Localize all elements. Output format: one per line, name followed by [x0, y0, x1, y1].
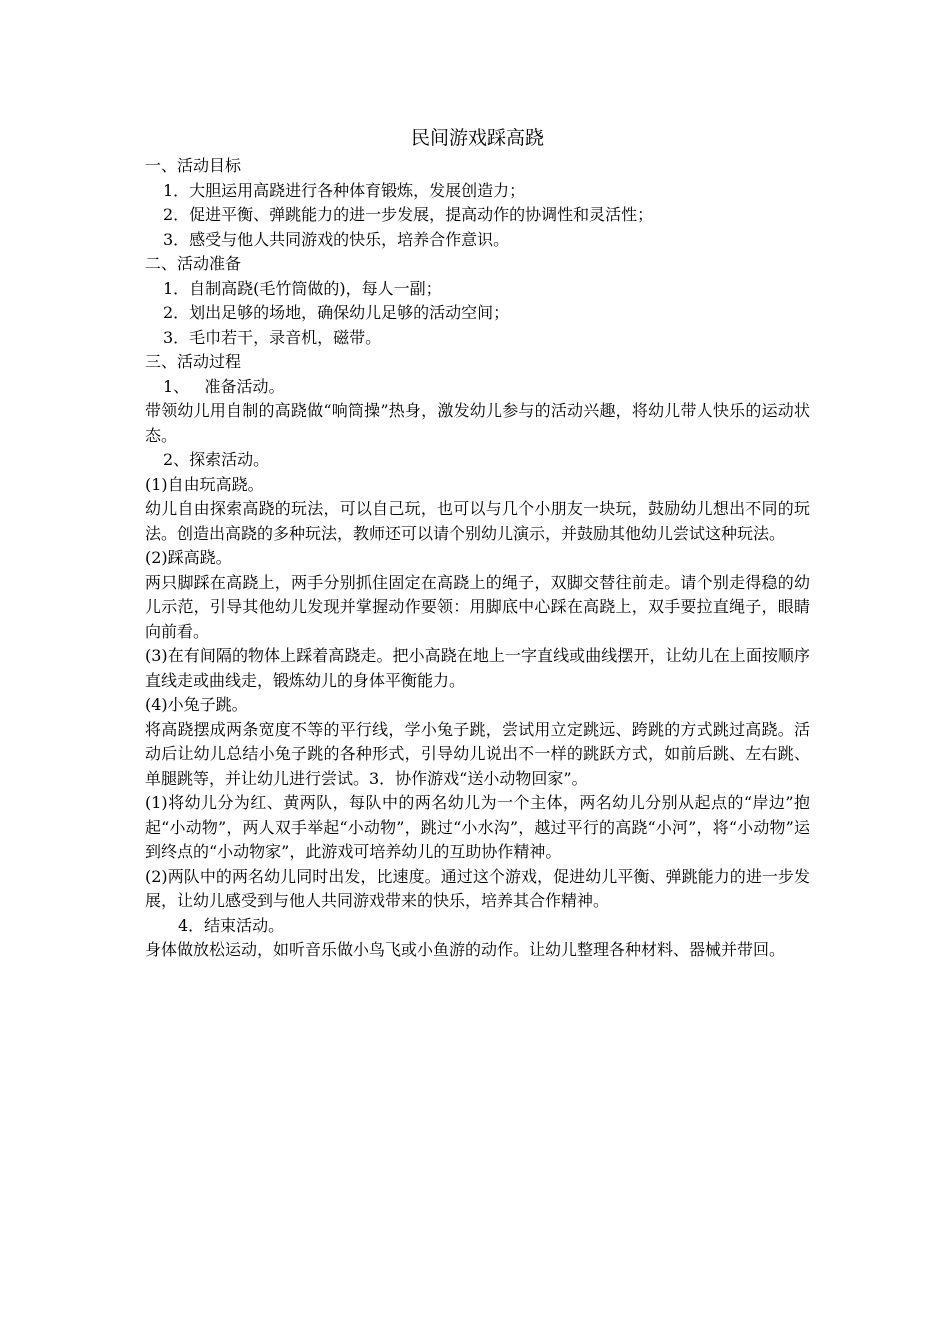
- paragraph-line: 幼儿自由探索高跷的玩法，可以自己玩，也可以与几个小朋友一块玩，鼓励幼儿想出不同的玩法。创造出高跷的多种玩法，教师还可以请个别幼儿演示，并鼓励其他幼儿尝试这种玩法。: [145, 499, 810, 543]
- paragraph-line: 1．大胆运用高跷进行各种体育锻炼，发展创造力；: [163, 180, 526, 200]
- paragraph-line: (1)将幼儿分为红、黄两队，每队中的两名幼儿为一个主体，两名幼儿分别从起点的“岸边”抱起“小动物”，两人双手举起“小动物”，跳过“小水沟”，越过平行的高跷“小河”，将“小动物”运到终点的“小动物家”，此游戏可培养幼儿的互助协作精神。: [145, 793, 810, 861]
- paragraph-line: 三、活动过程: [145, 352, 242, 371]
- paragraph-line: 1、 准备活动。: [163, 376, 285, 396]
- paragraph-line: (4)小兔子跳。: [145, 695, 248, 714]
- paragraph-line: 二、活动准备: [145, 254, 242, 273]
- paragraph-line: (2)两队中的两名幼儿同时出发，比速度。通过这个游戏，促进幼儿平衡、弹跳能力的进一步发展，让幼儿感受到与他人共同游戏带来的快乐，培养其合作精神。: [145, 866, 810, 910]
- document-body: [145, 154, 810, 963]
- paragraph-line: (2)踩高跷。: [145, 548, 232, 567]
- paragraph-line: 2．促进平衡、弹跳能力的进一步发展，提高动作的协调性和灵活性；: [163, 205, 654, 224]
- paragraph-line: 4．结束活动。: [178, 915, 285, 935]
- paragraph-line: 3．毛巾若干，录音机，磁带。: [163, 327, 382, 347]
- paragraph-line: 带领幼儿用自制的高跷做“响筒操”热身，激发幼儿参与的活动兴趣，将幼儿带人快乐的运动状态。: [145, 401, 810, 445]
- paragraph-line: 将高跷摆成两条宽度不等的平行线，学小兔子跳，尝试用立定跳远、跨跳的方式跳过高跷。活动后让幼儿总结小兔子跳的各种形式，引导幼儿说出不一样的跳跃方式，如前后跳、左右跳、单腿跳等，并让幼儿进行尝试。3．协作游戏“送小动物回家”。: [145, 719, 810, 788]
- document-page: [145, 124, 810, 963]
- document-title: 民间游戏踩高跷: [410, 127, 544, 149]
- paragraph-line: 2．划出足够的场地，确保幼儿足够的活动空间；: [163, 303, 510, 322]
- paragraph-line: 两只脚踩在高跷上，两手分别抓住固定在高跷上的绳子，双脚交替往前走。请个别走得稳的幼儿示范，引导其他幼儿发现并掌握动作要领：用脚底中心踩在高跷上，双手要拉直绳子，眼睛向前看。: [145, 572, 810, 641]
- paragraph-line: (1)自由玩高跷。: [145, 474, 264, 494]
- paragraph-line: 一、活动目标: [145, 156, 242, 175]
- paragraph-line: 1．自制高跷(毛竹筒做的)，每人一副；: [163, 278, 442, 298]
- paragraph-line: (3)在有间隔的物体上踩着高跷走。把小高跷在地上一字直线或曲线摆开，让幼儿在上面按顺序直线走或曲线走，锻炼幼儿的身体平衡能力。: [145, 646, 810, 690]
- paragraph-line: 身体做放松运动，如听音乐做小鸟飞或小鱼游的动作。让幼儿整理各种材料、器械并带回。: [145, 940, 786, 959]
- paragraph-line: 2、探索活动。: [163, 450, 270, 469]
- paragraph-line: 3．感受与他人共同游戏的快乐，培养合作意识。: [163, 229, 510, 249]
